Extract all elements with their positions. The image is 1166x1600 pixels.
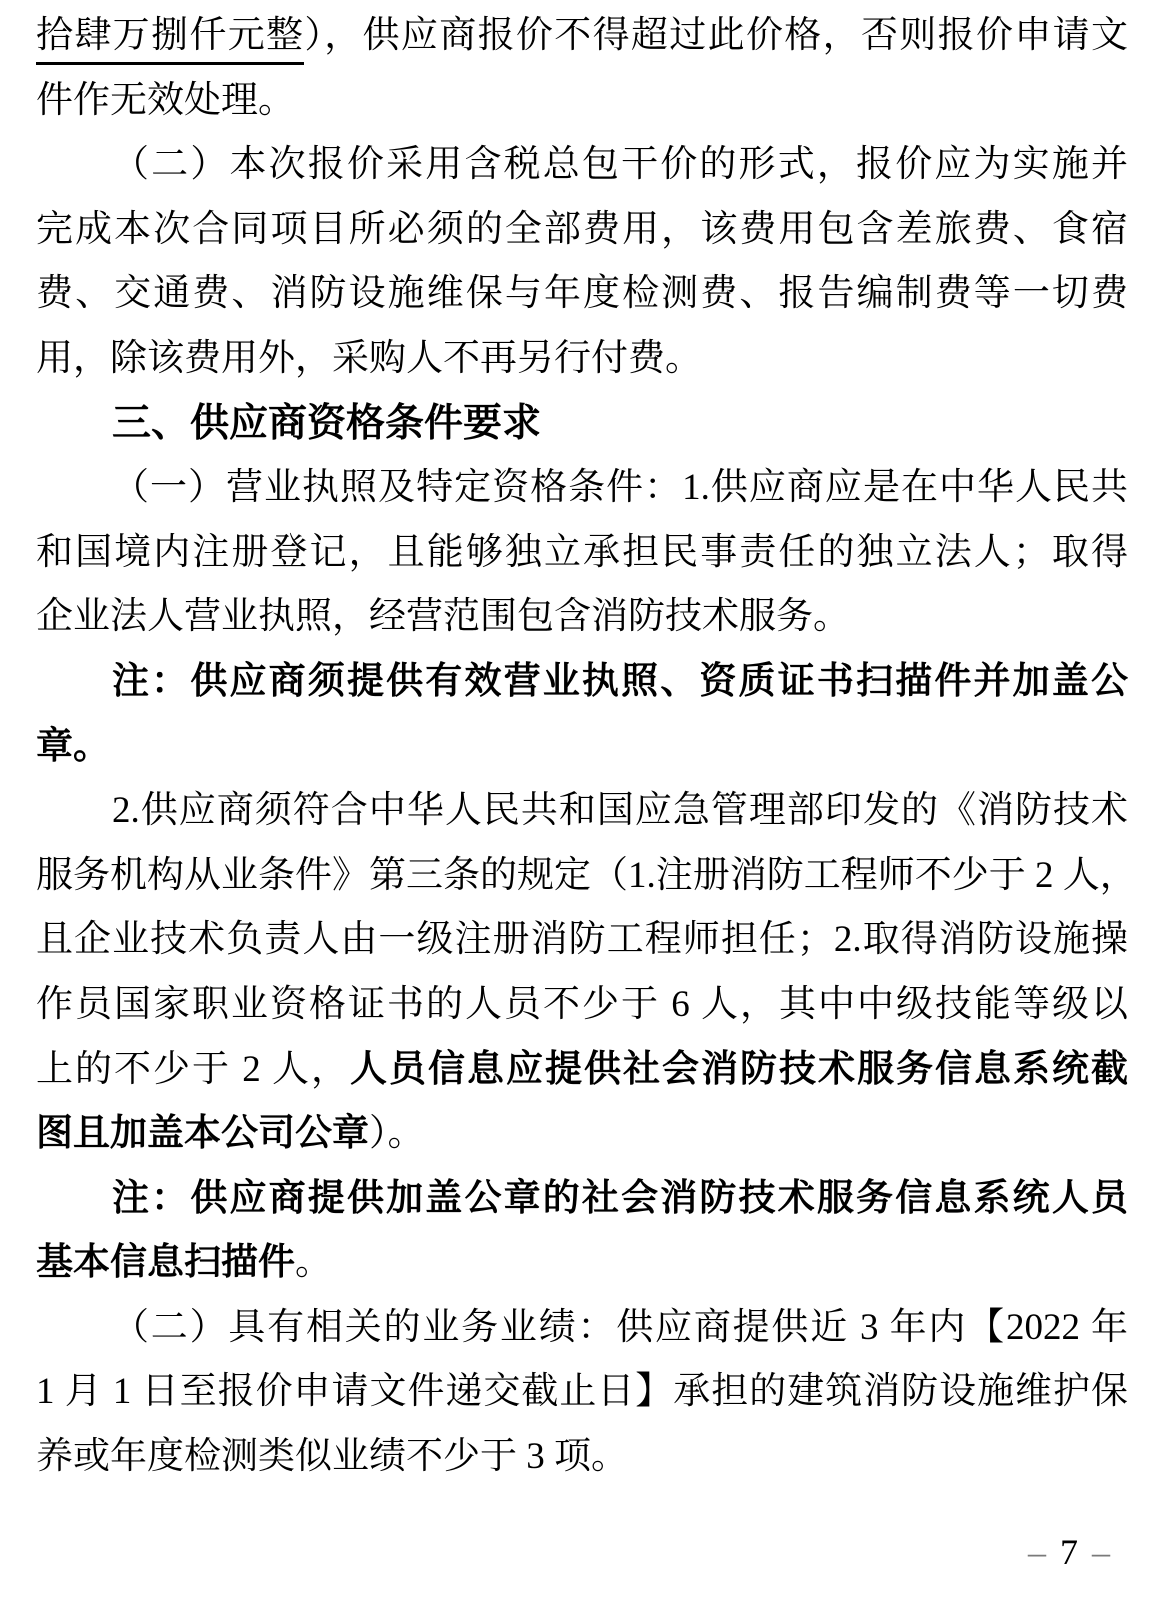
text-line xyxy=(36,4,1128,69)
text-segment: 且企业技术负责人由一级注册消防工程师担任；2.取得消防设施操 xyxy=(36,919,1128,961)
text-line xyxy=(36,908,1128,973)
text-segment: 养或年度检测类似业绩不少于 3 项。 xyxy=(36,1436,628,1478)
note-text: 注：供应商提供加盖公章的社会消防技术服务信息系统人员 xyxy=(112,1177,1128,1219)
text-line xyxy=(36,844,1137,909)
text-line xyxy=(36,1102,1128,1167)
text-segment: ）。 xyxy=(369,1113,425,1155)
text-segment: 费、交通费、消防设施维保与年度检测费、报告编制费等一切费 xyxy=(36,273,1128,315)
text-segment: 用，除该费用外，采购人不再另行付费。 xyxy=(36,337,702,379)
text-segment: 。 xyxy=(295,1242,332,1284)
text-line xyxy=(36,521,1128,586)
note-line xyxy=(36,715,1128,780)
text-segment: ），供应商报价不得超过此价格，否则报价申请文 xyxy=(304,15,1128,56)
text-segment: 企业法人营业执照，经营范围包含消防技术服务。 xyxy=(36,596,850,638)
note-text: 章。 xyxy=(36,725,110,767)
document-body xyxy=(36,4,1137,1490)
paragraph-start-line xyxy=(36,1296,1128,1361)
text-segment: 2.供应商须符合中华人民共和国应急管理部印发的《消防技术 xyxy=(112,790,1128,832)
text-line xyxy=(36,327,1128,392)
heading-text: 三、供应商资格条件要求 xyxy=(112,401,542,445)
note-line xyxy=(36,1231,1128,1296)
text-line xyxy=(36,1425,1128,1490)
footer-dash-right: – xyxy=(1092,1532,1110,1572)
text-line xyxy=(36,69,1128,134)
section-heading xyxy=(36,392,1128,457)
text-line xyxy=(36,585,1128,650)
bold-emphasis-text: 人员信息应提供社会消防技术服务信息系统截 xyxy=(350,1048,1128,1090)
text-segment: （一）营业执照及特定资格条件：1.供应商应是在中华人民共 xyxy=(112,467,1128,509)
bold-emphasis-text: 图且加盖本公司公章 xyxy=(36,1113,369,1155)
text-line xyxy=(36,198,1128,263)
text-segment: 件作无效处理。 xyxy=(36,79,295,121)
underlined-amount-text: 拾肆万捌仟元整 xyxy=(36,15,304,65)
text-line xyxy=(36,973,1128,1038)
text-segment: 上的不少于 2 人， xyxy=(36,1048,350,1090)
page-footer xyxy=(1014,1532,1124,1572)
note-text: 基本信息扫描件 xyxy=(36,1242,295,1284)
note-text: 注：供应商须提供有效营业执照、资质证书扫描件并加盖公 xyxy=(112,660,1128,702)
footer-dash-left: – xyxy=(1028,1532,1046,1572)
text-segment: 完成本次合同项目所必须的全部费用，该费用包含差旅费、食宿 xyxy=(36,208,1128,250)
text-line xyxy=(36,262,1128,327)
note-line xyxy=(36,650,1128,715)
text-segment: （二）本次报价采用含税总包干价的形式，报价应为实施并 xyxy=(112,144,1128,186)
note-line xyxy=(36,1167,1128,1232)
text-line xyxy=(36,1360,1128,1425)
text-segment: 作员国家职业资格证书的人员不少于 6 人，其中中级技能等级以 xyxy=(36,983,1128,1025)
text-segment: （二）具有相关的业务业绩：供应商提供近 3 年内【2022 年 xyxy=(112,1306,1128,1348)
paragraph-start-line xyxy=(36,779,1128,844)
text-line xyxy=(36,1038,1128,1103)
paragraph-start-line xyxy=(36,133,1128,198)
page-number: 7 xyxy=(1060,1532,1078,1572)
text-segment: 1 月 1 日至报价申请文件递交截止日】承担的建筑消防设施维护保 xyxy=(36,1371,1128,1413)
text-segment: 和国境内注册登记，且能够独立承担民事责任的独立法人；取得 xyxy=(36,531,1128,573)
text-segment: 服务机构从业条件》第三条的规定（1.注册消防工程师不少于 2 人， xyxy=(36,854,1137,896)
paragraph-start-line xyxy=(36,456,1128,521)
